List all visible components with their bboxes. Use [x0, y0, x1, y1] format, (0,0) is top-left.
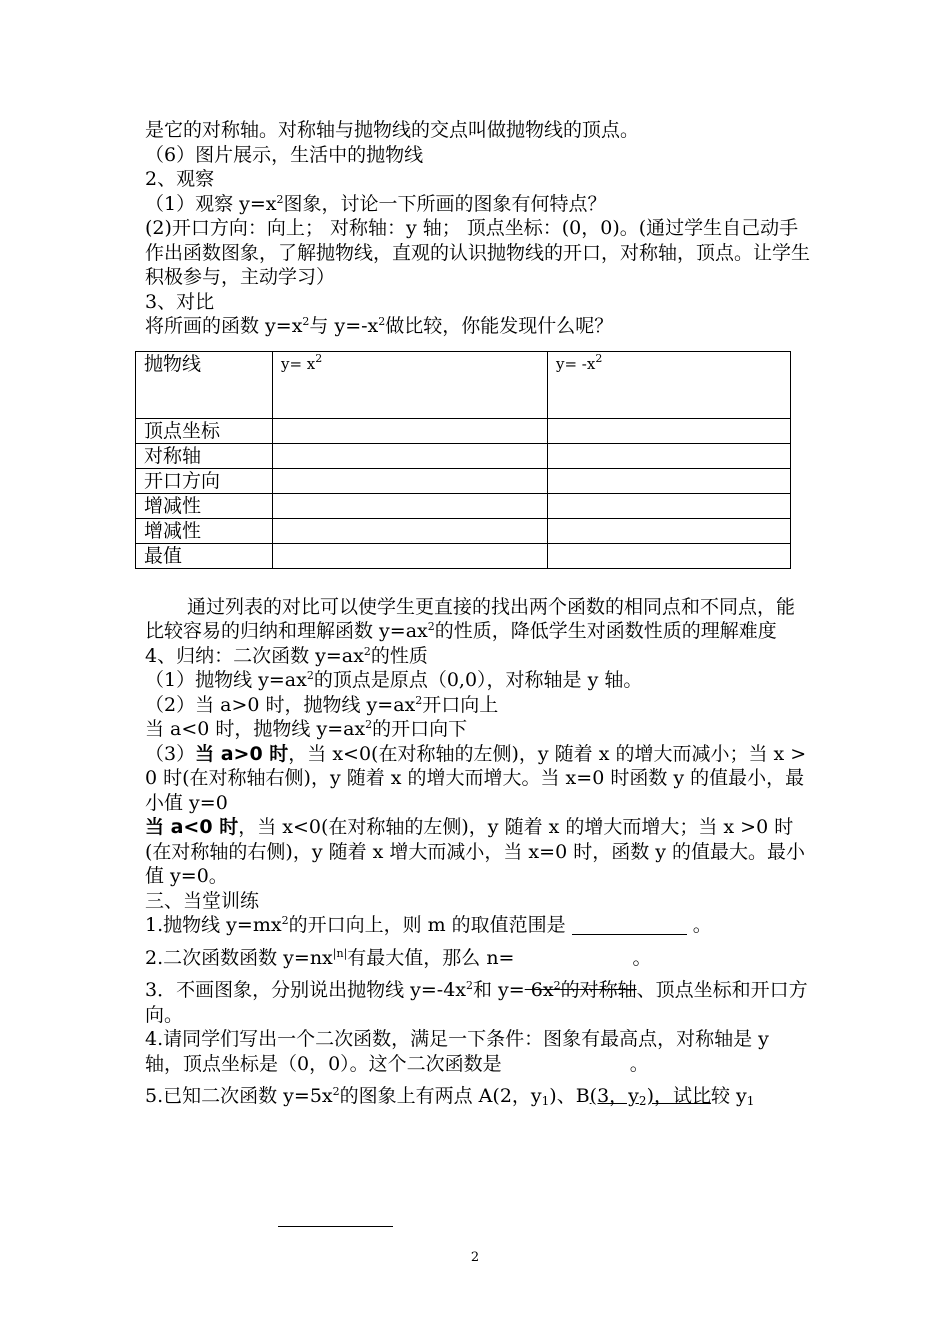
property-2b: 当 a<0 时，抛物线 $y=ax^2$的开口向下: [145, 718, 468, 740]
text-line: 是它的对称轴。对称轴与抛物线的交点叫做抛物线的顶点。: [145, 119, 640, 141]
footnote-divider: [278, 1226, 393, 1227]
table-row: [136, 418, 791, 443]
question-2: 2.二次函数函数 $y=nx^{|n|}$有最大值，那么 n= 。: [145, 946, 652, 969]
section-3-title: 三、当堂训练: [145, 889, 260, 912]
section-4-title: 4、归纳：二次函数 $y=ax^2$的性质: [145, 644, 428, 667]
table-row: [136, 518, 791, 543]
table-header-col1: $y= x^2$: [273, 351, 548, 418]
table-cell: [273, 543, 548, 568]
table-row-label: 顶点坐标: [136, 418, 273, 443]
text-line: （1）观察 $y=x^2$图象，讨论一下所画的图象有何特点？: [145, 192, 607, 215]
table-row-label: 对称轴: [136, 443, 273, 468]
property-3b: 当 a<0 时，当 x<0(在对称轴的左侧)，y 随着 x 的增大而增大；当 x >0 时(在对称轴的右侧)，y 随着 x 增大而减小，当 x=0 时，函数 y 的值最大。最小值 y=0。: [145, 816, 806, 887]
heading-compare: 3、对比: [145, 290, 215, 313]
page-content: [145, 118, 810, 1109]
table-cell: [273, 418, 548, 443]
table-header-label: 抛物线: [136, 351, 273, 418]
table-cell: [548, 418, 791, 443]
table-cell: [548, 543, 791, 568]
question-1: 1.抛物线 $y=mx^2$的开口向上，则 m 的取值范围是 。: [145, 914, 712, 936]
table-cell: [548, 518, 791, 543]
table-cell: [548, 443, 791, 468]
text-line: 将所画的函数 $y=x^2$与 $y=-x^2$做比较，你能发现什么呢？: [145, 315, 614, 337]
table-cell: [273, 518, 548, 543]
property-1: （1）抛物线 $y=ax^2$的顶点是原点（0,0），对称轴是 y 轴。: [145, 669, 643, 691]
table-cell: [548, 468, 791, 493]
table-row: [136, 468, 791, 493]
question-3: 3．不画图象，分别说出抛物线 $y=-4x^2$和 $y= 6x^2$的对称轴、顶点坐标和开口方向。: [145, 979, 808, 1026]
table-cell: [548, 493, 791, 518]
table-row-label: 最值: [136, 543, 273, 568]
text-line: （6）图片展示，生活中的抛物线: [145, 143, 424, 166]
table-row: [136, 493, 791, 518]
table-cell: [273, 468, 548, 493]
property-3: （3）当 a>0 时，当 x<0(在对称轴的左侧)，y 随着 x 的增大而减小；当 x >0 时(在对称轴右侧)，y 随着 x 的增大而增大。当 x=0 时函数 y 的值最小，最小值 y=0: [145, 742, 807, 814]
table-row: [136, 443, 791, 468]
page-number: 2: [470, 1250, 480, 1265]
text-paragraph: (2)开口方向：向上； 对称轴：y 轴； 顶点坐标：(0，0)。(通过学生自己动手作出函数图象，了解抛物线，直观的认识抛物线的开口，对称轴，顶点。让学生积极参与，主动学习）: [145, 217, 811, 288]
table-row-label: 增减性: [136, 518, 273, 543]
table-cell: [273, 493, 548, 518]
question-5: 5.已知二次函数 $y=5x^2$的图象上有两点 A(2，$y_1$)、B(3，$y_2$)，试比较 $y_1$: [145, 1085, 755, 1108]
table-header-row: [136, 351, 791, 418]
table-row: [136, 543, 791, 568]
table-row-label: 增减性: [136, 493, 273, 518]
table-header-col2: $y= -x^2$: [548, 351, 791, 418]
table-cell: [273, 443, 548, 468]
property-2: （2）当 a>0 时，抛物线 $y=ax^2$开口向上: [145, 693, 499, 716]
heading-observe: 2、观察: [145, 168, 215, 190]
answer-blank[interactable]: [572, 934, 687, 935]
table-row-label: 开口方向: [136, 468, 273, 493]
summary-paragraph: 通过列表的对比可以使学生更直接的找出两个函数的相同点和不同点，能比较容易的归纳和理解函数 $y=ax^2$的性质，降低学生对函数性质的理解难度: [145, 595, 796, 642]
comparison-table: [135, 351, 791, 569]
question-4: 4.请同学们写出一个二次函数，满足一下条件：图象有最高点，对称轴是 y 轴，顶点坐标是（0，0）。这个二次函数是 。: [145, 1028, 769, 1075]
